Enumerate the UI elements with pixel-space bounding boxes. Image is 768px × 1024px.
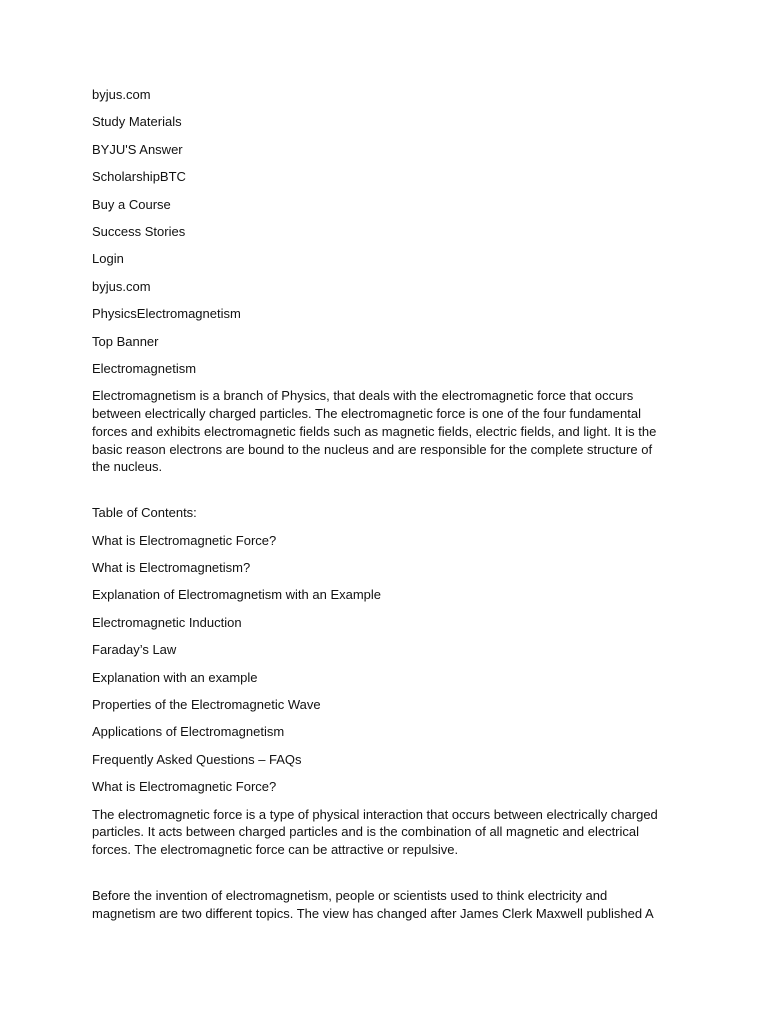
- toc-item[interactable]: What is Electromagnetic Force?: [92, 532, 277, 548]
- nav-link-scholarship[interactable]: ScholarshipBTC: [92, 169, 186, 185]
- table-of-contents: [92, 532, 676, 768]
- toc-item[interactable]: Electromagnetic Induction: [92, 614, 242, 630]
- toc-item[interactable]: Explanation of Electromagnetism with an Example: [92, 587, 382, 603]
- toc-item[interactable]: Explanation with an example: [92, 669, 258, 685]
- nav-list: [92, 86, 676, 350]
- section-heading: What is Electromagnetic Force?: [92, 779, 277, 795]
- nav-link-buy-course[interactable]: Buy a Course: [92, 196, 171, 212]
- breadcrumb[interactable]: PhysicsElectromagnetism: [92, 306, 241, 322]
- nav-link-study-materials[interactable]: Study Materials: [92, 114, 182, 130]
- toc-heading: Table of Contents:: [92, 505, 197, 521]
- page-title: Electromagnetism: [92, 360, 197, 376]
- toc-item[interactable]: Frequently Asked Questions – FAQs: [92, 751, 302, 767]
- section-paragraph: Before the invention of electromagnetism, people or scientists used to think electricity and magnetism are two different topics. The view has changed after James Clerk Maxwell published A: [92, 887, 654, 921]
- toc-item[interactable]: Properties of the Electromagnetic Wave: [92, 697, 321, 713]
- nav-link-success-stories[interactable]: Success Stories: [92, 223, 186, 239]
- nav-link-login[interactable]: Login: [92, 251, 124, 267]
- top-banner-label: Top Banner: [92, 333, 159, 349]
- intro-paragraph: Electromagnetism is a branch of Physics, that deals with the electromagnetic force that occurs between electrically charged particles. The electromagnetic force is one of the four fundamental forces and exhibits electromagnetic fields such as magnetic fields, electric fields, and light. It is the basic reason electrons are bound to the nucleus and are responsible for the complete structure of the nucleus.: [92, 388, 657, 475]
- toc-item[interactable]: What is Electromagnetism?: [92, 560, 251, 576]
- toc-item[interactable]: Applications of Electromagnetism: [92, 724, 285, 740]
- breadcrumb-home[interactable]: byjus.com: [92, 278, 151, 294]
- toc-item[interactable]: Faraday’s Law: [92, 642, 177, 658]
- nav-link-site[interactable]: byjus.com: [92, 87, 151, 102]
- nav-link-answer[interactable]: BYJU'S Answer: [92, 141, 183, 157]
- section-paragraph: The electromagnetic force is a type of physical interaction that occurs between electrically charged particles. It acts between charged particles and is the combination of all magnetic and electrical forces. The electromagnetic force can be attractive or repulsive.: [92, 806, 658, 858]
